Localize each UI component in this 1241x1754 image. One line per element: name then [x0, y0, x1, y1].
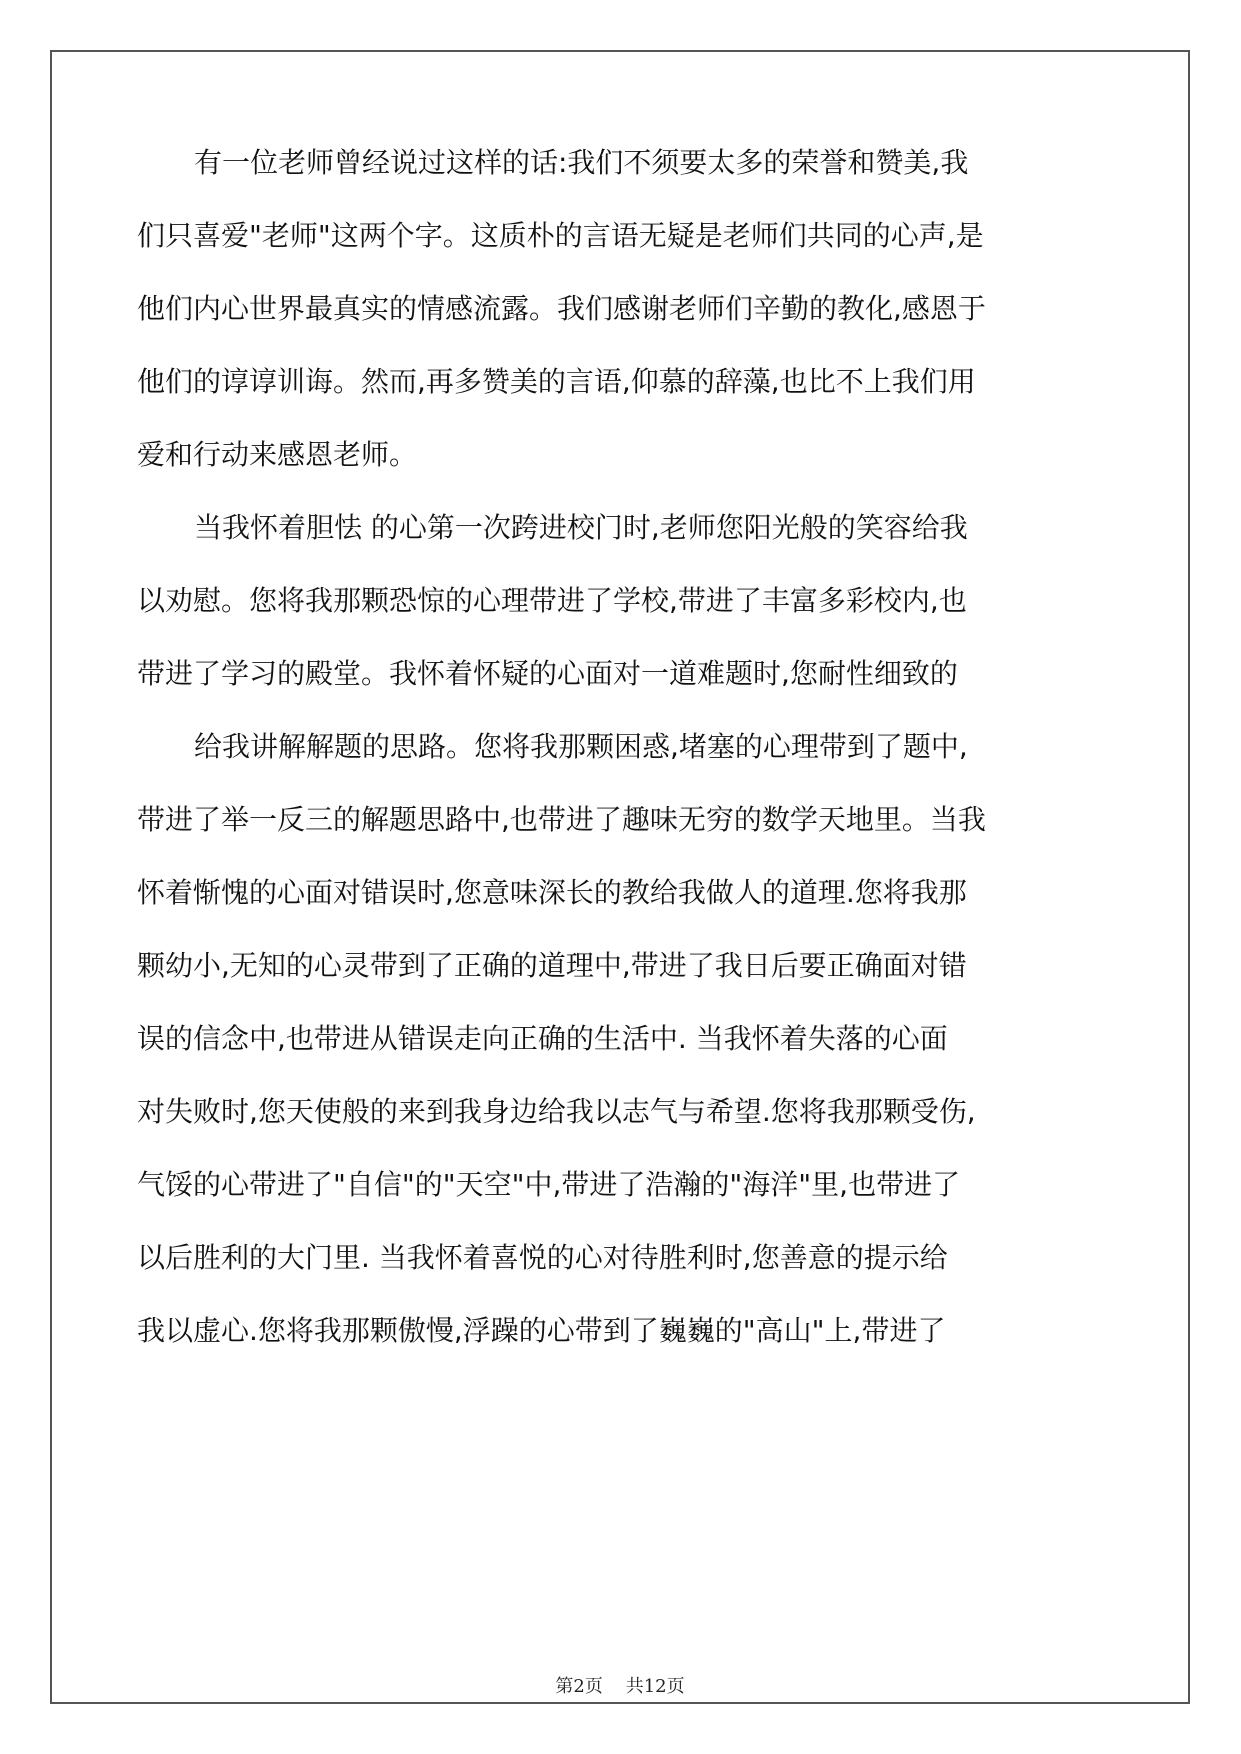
text-line-content: 带进了学习的殿堂。我怀着怀疑的心面对一道难题时,您耐性细致的: [137, 657, 958, 690]
text-line-content: 误的信念中,也带进从错误走向正确的生活中. 当我怀着失落的心面: [137, 1022, 948, 1055]
page-frame: [50, 50, 1190, 1704]
text-line: [52, 654, 1188, 694]
page-total: 共12页: [625, 1676, 685, 1697]
text-line-content: 以后胜利的大门里. 当我怀着喜悦的心对待胜利时,您善意的提示给: [137, 1241, 948, 1274]
text-line: [52, 143, 1188, 183]
text-line: [52, 1092, 1188, 1132]
text-line-content: 给我讲解解题的思路。您将我那颗困惑,堵塞的心理带到了题中,: [194, 730, 968, 763]
text-line-content: 对失败时,您天使般的来到我身边给我以志气与希望.您将我那颗受伤,: [137, 1095, 976, 1128]
text-line: [52, 1165, 1188, 1205]
text-line-content: 们只喜爱"老师"这两个字。这质朴的言语无疑是老师们共同的心声,是: [137, 219, 984, 252]
text-line: [52, 435, 1188, 475]
text-line-content: 爱和行动来感恩老师。: [137, 438, 418, 471]
text-line-content: 我以虚心.您将我那颗傲慢,浮躁的心带到了巍巍的"高山"上,带进了: [137, 1314, 946, 1347]
text-line-content: 气馁的心带进了"自信"的"天空"中,带进了浩瀚的"海洋"里,也带进了: [137, 1168, 961, 1201]
text-line-content: 以劝慰。您将我那颗恐惊的心理带进了学校,带进了丰富多彩校内,也: [137, 584, 967, 617]
text-line-content: 带进了举一反三的解题思路中,也带进了趣味无穷的数学天地里。当我: [137, 803, 986, 836]
text-line: [52, 1238, 1188, 1278]
text-line: [52, 800, 1188, 840]
text-line: [52, 216, 1188, 256]
text-line-content: 有一位老师曾经说过这样的话:我们不须要太多的荣誉和赞美,我: [194, 146, 969, 179]
text-line-content: 他们内心世界最真实的情感流露。我们感谢老师们辛勤的教化,感恩于: [137, 292, 986, 325]
text-line-content: 颗幼小,无知的心灵带到了正确的道理中,带进了我日后要正确面对错: [137, 949, 967, 982]
page-number: 第2页: [555, 1676, 603, 1697]
text-line: [52, 1019, 1188, 1059]
text-line: [52, 362, 1188, 402]
page-footer: [52, 1672, 1188, 1698]
text-line-content: 当我怀着胆怯 的心第一次跨进校门时,老师您阳光般的笑容给我: [194, 511, 968, 544]
text-line: [52, 1311, 1188, 1351]
text-line-content: 怀着惭愧的心面对错误时,您意味深长的教给我做人的道理.您将我那: [137, 876, 967, 909]
text-line-content: 他们的谆谆训诲。然而,再多赞美的言语,仰慕的辞藻,也比不上我们用: [137, 365, 976, 398]
text-line: [52, 727, 1188, 767]
text-line: [52, 946, 1188, 986]
text-line: [52, 873, 1188, 913]
text-line: [52, 581, 1188, 621]
text-line: [52, 508, 1188, 548]
text-line: [52, 289, 1188, 329]
